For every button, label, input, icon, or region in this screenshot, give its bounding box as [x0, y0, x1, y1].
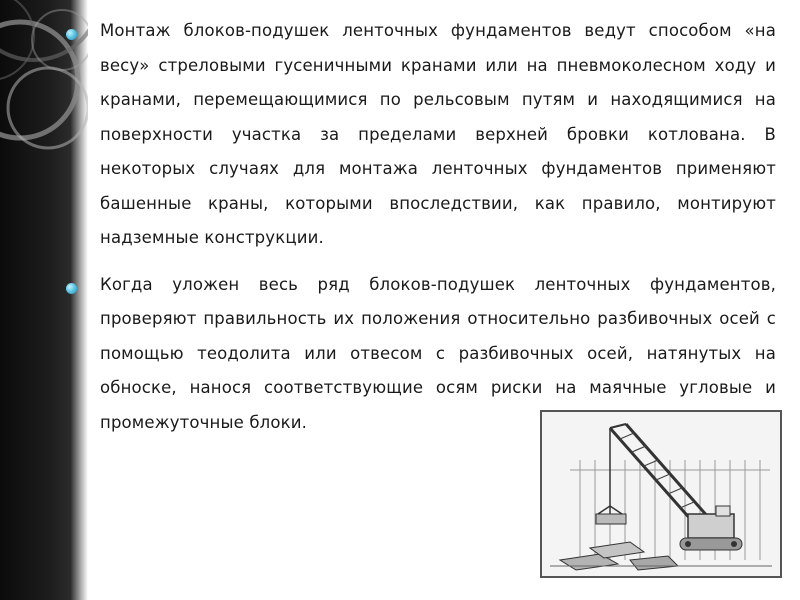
slide-body: [66, 14, 776, 452]
bullet-dot-icon: [66, 29, 77, 40]
bullet-dot-icon: [66, 283, 77, 294]
paragraph-1: Монтаж блоков-подушек ленточных фундаментов ведут способом «на весу» стреловыми гусеничными кранами или на пневмоколесном ходу и кранами, перемещающимися по рельсовым путям и находящимися на поверхности участка за пределами верхней бровки котлована. В некоторых случаях для монтажа ленточных фундаментов применяют башенные краны, которыми впоследствии, как правило, монтируют надземные конструкции.: [100, 21, 776, 247]
paragraph-2: Когда уложен весь ряд блоков-подушек ленточных фундаментов, проверяют правильность их положения относительно разбивочных осей с помощью теодолита или отвесом с разбивочных осей, натянутых на обноске, нанося соответствующие осям риски на маячные угловые и промежуточные блоки.: [100, 274, 776, 432]
bullet-item-1: [66, 14, 776, 256]
crane-illustration: [540, 410, 782, 578]
